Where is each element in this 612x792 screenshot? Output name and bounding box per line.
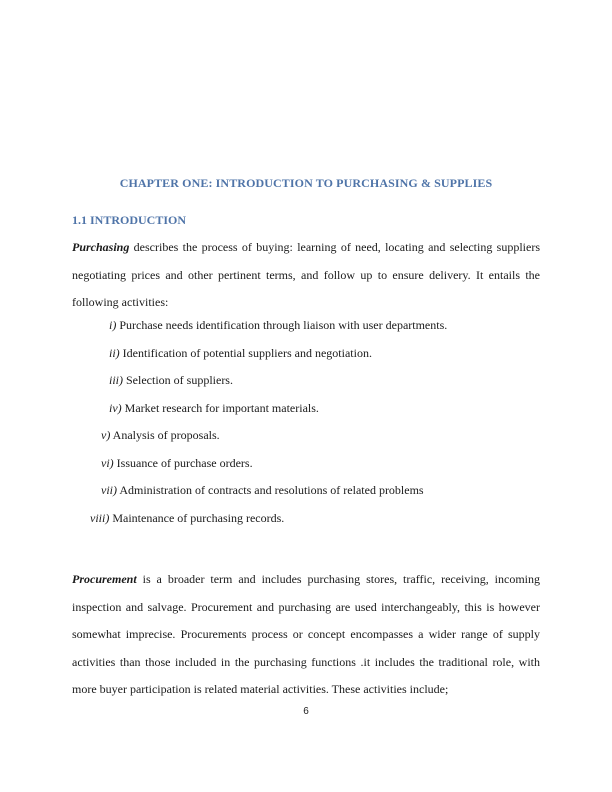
list-item [101,428,220,443]
procurement-paragraph [72,566,540,704]
chapter-title: CHAPTER ONE: INTRODUCTION TO PURCHASING & SUPPLIES [119,176,493,190]
list-item [101,456,253,471]
list-item-number: iv) [109,400,122,415]
list-item-number: ii) [109,345,120,360]
list-item [109,373,233,388]
list-item [90,511,284,526]
list-item-number: i) [109,318,117,332]
purchasing-paragraph [72,234,540,317]
list-item-text: Selection of suppliers. [123,373,233,387]
page-number: 6 [303,706,309,717]
purchasing-definition: describes the process of buying: learning of need, locating and selecting suppliers negotiating prices and other pertinent terms, and follow up to ensure delivery. It entails the following activities: [72,240,540,309]
list-item [109,401,319,416]
section-heading: 1.1 INTRODUCTION [72,213,187,227]
list-item-number: vi) [101,455,114,470]
list-item [101,483,424,498]
list-item-text: Market research for important materials. [121,400,319,415]
list-item-text: Identification of potential suppliers and negotiation. [119,345,372,360]
procurement-definition: is a broader term and includes purchasing stores, traffic, receiving, incoming inspection and salvage. Procurement and purchasing are used interchangeably, this is however somewhat imprecise. Procurements process or concept encompasses a wider range of supply activities than those included in the purchasing functions .it includes the traditional role, with more buyer participation is related material activities. These activities include; [72,572,540,696]
list-item-text: Issuance of purchase orders. [113,455,253,470]
list-item [109,346,372,361]
list-item-text: Administration of contracts and resolutions of related problems [117,483,424,497]
list-item [109,318,447,333]
list-item-number: v) [101,428,111,442]
list-item-text: Maintenance of purchasing records. [109,510,285,525]
list-item-number: iii) [109,373,123,387]
purchasing-term: Purchasing [72,240,130,254]
procurement-term: Procurement [72,572,137,586]
list-item-number: vii) [101,483,117,497]
list-item-text: Purchase needs identification through liaison with user departments. [116,318,448,332]
list-item-text: Analysis of proposals. [110,428,220,442]
list-item-number: viii) [90,510,110,525]
